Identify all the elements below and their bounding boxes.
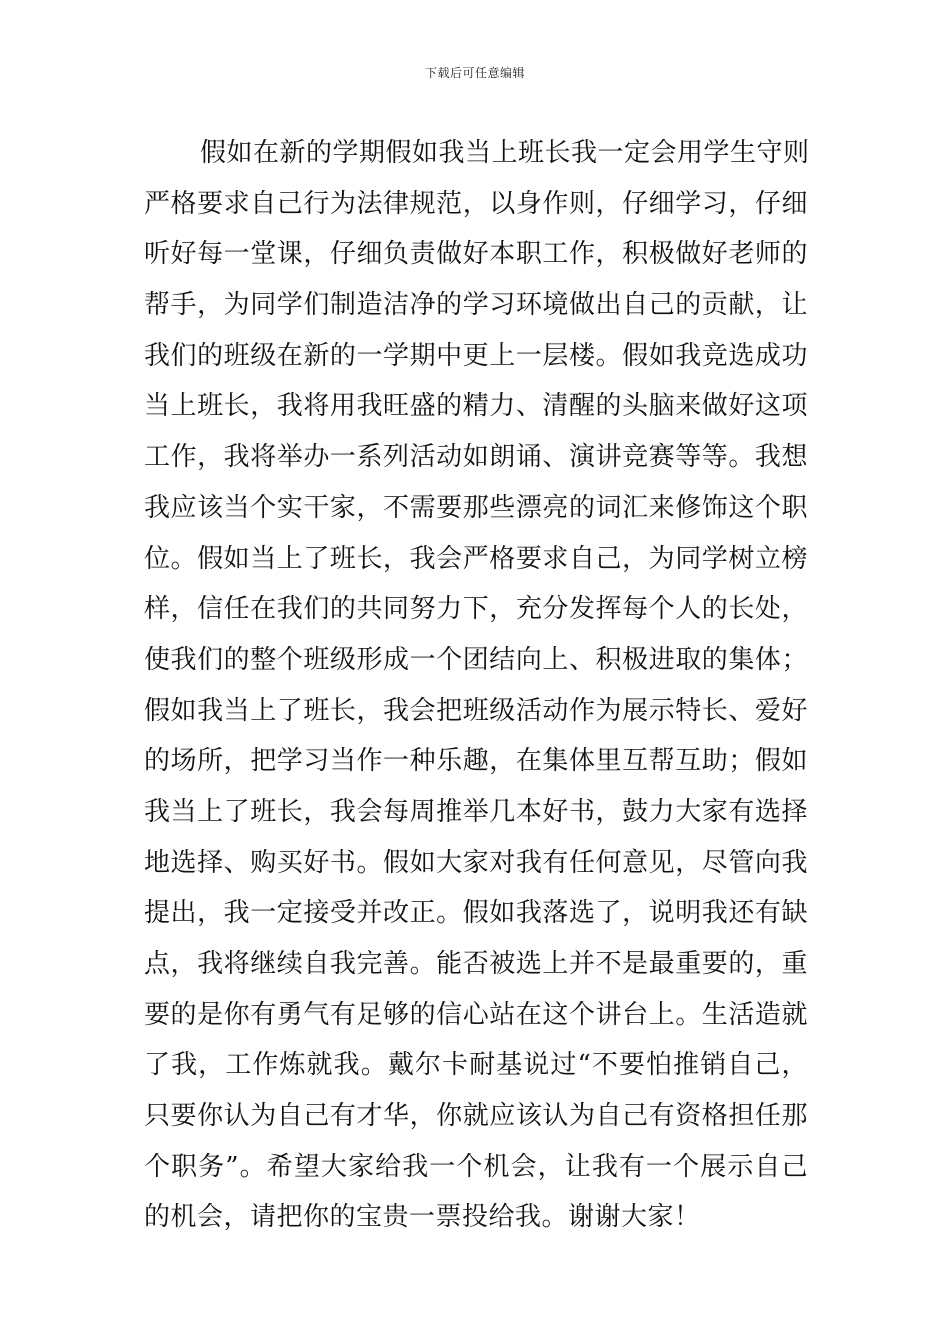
- text-line: 要的是你有勇气有足够的信心站在这个讲台上。生活造就: [144, 999, 808, 1030]
- text-line: 假如在新的学期假如我当上班长我一定会用学生守则: [200, 138, 810, 168]
- text-line: 的场所，把学习当作一种乐趣，在集体里互帮互助；假如: [144, 746, 808, 777]
- speech-paragraph: [144, 128, 808, 1243]
- text-line: 工作，我将举办一系列活动如朗诵、演讲竞赛等等。我想: [144, 442, 808, 473]
- text-line: 帮手，为同学们制造洁净的学习环境做出自己的贡献，让: [144, 290, 808, 321]
- text-line: 地选择、购买好书。假如大家对我有任何意见，尽管向我: [144, 847, 808, 878]
- text-line: 样，信任在我们的共同努力下，充分发挥每个人的长处，: [144, 594, 808, 625]
- text-line: 了我，工作炼就我。戴尔卡耐基说过“不要怕推销自己，: [144, 1050, 808, 1081]
- text-line: 严格要求自己行为法律规范，以身作则，仔细学习，仔细: [144, 188, 808, 219]
- text-line: 我当上了班长，我会每周推举几本好书，鼓力大家有选择: [144, 796, 808, 827]
- page-header: 下载后可任意编辑: [424, 66, 525, 80]
- text-line: 当上班长，我将用我旺盛的精力、清醒的头脑来做好这项: [144, 391, 808, 422]
- text-line: 位。假如当上了班长，我会严格要求自己，为同学树立榜: [144, 543, 808, 574]
- text-line: 假如我当上了班长，我会把班级活动作为展示特长、爱好: [144, 695, 808, 726]
- text-line: 我们的班级在新的一学期中更上一层楼。假如我竞选成功: [144, 340, 808, 371]
- text-line: 只要你认为自己有才华，你就应该认为自己有资格担任那: [144, 1101, 808, 1132]
- text-line: 我应该当个实干家，不需要那些漂亮的词汇来修饰这个职: [144, 492, 808, 523]
- text-line: 的机会，请把你的宝贵一票投给我。谢谢大家！: [144, 1202, 701, 1233]
- text-line: 个职务”。希望大家给我一个机会，让我有一个展示自己: [144, 1151, 808, 1182]
- text-line: 使我们的整个班级形成一个团结向上、积极进取的集体；: [144, 644, 808, 675]
- text-line: 听好每一堂课，仔细负责做好本职工作，积极做好老师的: [144, 239, 808, 270]
- text-line: 提出，我一定接受并改正。假如我落选了，说明我还有缺: [144, 898, 808, 929]
- text-line: 点，我将继续自我完善。能否被选上并不是最重要的，重: [144, 949, 808, 979]
